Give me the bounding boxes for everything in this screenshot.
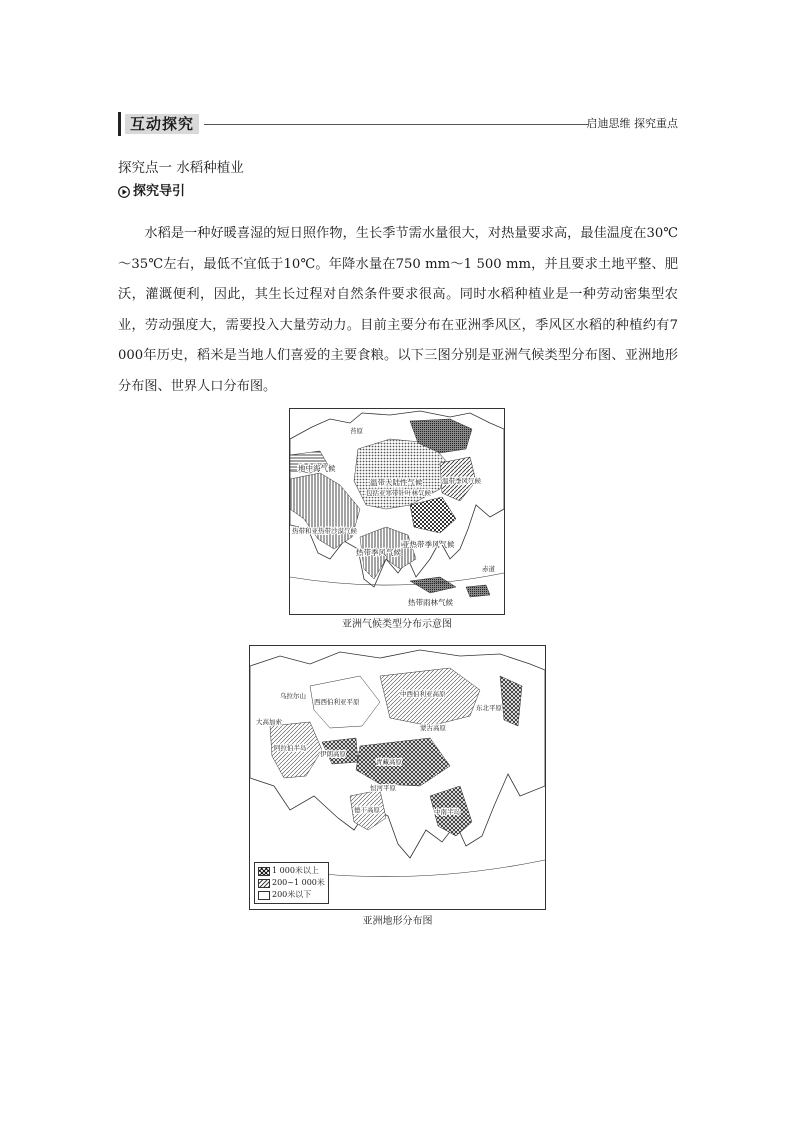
label-tropical-monsoon: 热带季风气候 [356,548,401,557]
legend-label: 200~1 000米 [272,878,325,887]
section-title: 探究点一 水稻种植业 [118,160,244,176]
label-central-siberia: 中西伯利亚高原 [400,690,446,698]
label-indochina: 中南半岛 [434,808,460,816]
region-tropical-rainforest [410,577,456,593]
label-arabia: 阿拉伯半岛 [274,744,307,752]
label-mongolia: 蒙古高原 [420,724,446,732]
terrain-legend [254,862,329,904]
legend-label: 200米以下 [272,890,312,899]
label-deccan: 德干高原 [354,806,380,814]
label-temperate-continental-sub: 包括亚寒带针叶林气候 [366,489,431,497]
climate-map-caption: 亚洲气候类型分布示意图 [342,619,452,630]
terrain-map [249,645,546,910]
climate-map-drawing [290,409,504,614]
climate-map [289,408,505,615]
label-mediterranean: 地中海气候 [298,464,336,473]
legend-swatch-hatch [258,879,270,888]
label-east-plain: 东北平原 [476,704,502,712]
label-equator: 赤道 [482,565,495,573]
label-temperate-monsoon: 温带季风气候 [442,477,481,485]
label-iran: 伊朗高原 [320,750,346,758]
guide-heading [118,183,185,201]
legend-swatch-plain [258,891,270,900]
section-header [118,112,678,136]
label-caucasus: 大高加索 [256,718,282,726]
header-accent-bar [118,112,121,136]
label-ganges: 恒河平原 [370,784,396,792]
header-title: 互动探究 [125,114,199,134]
legend-item [258,865,325,877]
terrain-map-caption: 亚洲地形分布图 [362,916,433,927]
body-paragraph: 水稻是一种好暖喜湿的短日照作物，生长季节需水量很大，对热量要求高，最佳温度在30℃～35℃左右，最低不宜低于10℃。年降水量在750 mm～1 500 mm，并且要求土地平整、肥沃，灌溉便利，因此，其生长过程对自然条件要求很高。同时水稻种植业是一种劳动密集型农业，劳动强度大，需要投入大量劳动力。目前主要分布在亚洲季风区，季风区水稻的种植约有7 000年历史，稻米是当地人们喜爱的主要食粮。以下三图分别是亚洲气候类型分布图、亚洲地形分布图、世界人口分布图。 [118,226,678,394]
legend-item [258,877,325,889]
label-qinghai-tibet: 青藏高原 [376,758,402,766]
label-tropical-desert: 热带和亚热带沙漠气候 [292,527,357,535]
legend-label: 1 000米以上 [272,866,319,875]
header-divider [204,124,588,125]
guide-label: 探究导引 [133,184,186,199]
legend-swatch-cross [258,867,270,876]
label-tundra: 苔原 [350,427,363,435]
legend-item [258,889,325,901]
play-circle-icon [118,186,130,198]
header-subtitle: 启迪思维 探究重点 [586,117,678,130]
label-tropical-rainforest: 热带雨林气候 [408,598,453,607]
label-ural: 乌拉尔山 [280,692,306,700]
equator-line [290,573,504,585]
label-temperate-continental: 温带大陆性气候 [370,478,423,487]
region-island [466,585,490,597]
label-subtropical-monsoon: 亚热带季风气候 [402,540,455,549]
label-west-siberia: 西西伯利亚平原 [314,698,360,706]
